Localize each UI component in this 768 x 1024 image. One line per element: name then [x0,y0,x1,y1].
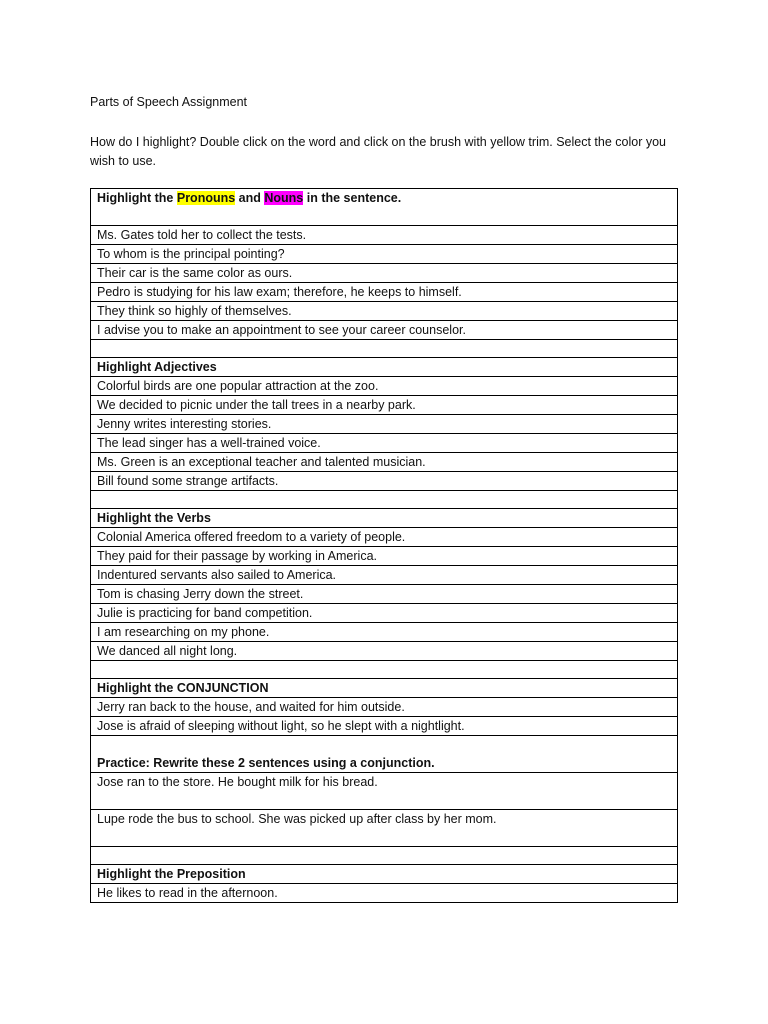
sentence-row[interactable] [91,245,678,264]
sentence-text[interactable]: Julie is practicing for band competition. [91,604,678,623]
header-text: Highlight the Preposition [91,865,678,884]
sentence-row[interactable] [91,585,678,604]
sentence-text[interactable]: Jose is afraid of sleeping without light, so he slept with a nightlight. [91,717,678,736]
sentence-row[interactable] [91,642,678,661]
sentence-text[interactable]: Jerry ran back to the house, and waited for him outside. [91,698,678,717]
sentence-text[interactable]: Jenny writes interesting stories. [91,415,678,434]
sentence-text[interactable]: Colonial America offered freedom to a variety of people. [91,528,678,547]
sentence-text[interactable]: We danced all night long. [91,642,678,661]
sentence-text[interactable]: I am researching on my phone. [91,623,678,642]
sentence-row[interactable] [91,434,678,453]
header-text: Highlight the [97,191,177,205]
sentence-row[interactable] [91,623,678,642]
header-text: and [235,191,265,205]
sentence-text[interactable]: The lead singer has a well-trained voice. [91,434,678,453]
document-title: Parts of Speech Assignment [90,95,248,109]
sentence-text[interactable]: They think so highly of themselves. [91,302,678,321]
sentence-row[interactable] [91,566,678,585]
header-text: in the sentence. [303,191,402,205]
header-text: Highlight the CONJUNCTION [91,679,678,698]
sentence-text[interactable]: Ms. Green is an exceptional teacher and talented musician. [91,453,678,472]
practice-row[interactable] [91,773,678,810]
sentence-text[interactable]: Their car is the same color as ours. [91,264,678,283]
nouns-highlight: Nouns [264,191,304,205]
section-header-conjunction [91,679,678,698]
sentence-row[interactable] [91,472,678,491]
sentence-row[interactable] [91,547,678,566]
blank-row [91,661,678,679]
section-header-adjectives [91,358,678,377]
section-header-verbs [91,509,678,528]
instructions-text: How do I highlight? Double click on the word and click on the brush with yellow trim. Select the color you wish to use. [90,135,666,168]
header-text: Highlight the Verbs [91,509,678,528]
practice-text[interactable]: Lupe rode the bus to school. She was picked up after class by her mom. [91,810,678,847]
sentence-row[interactable] [91,283,678,302]
practice-text[interactable]: Jose ran to the store. He bought milk for his bread. [91,773,678,810]
header-text: Highlight Adjectives [91,358,678,377]
sentence-row[interactable] [91,396,678,415]
section-header-practice [91,736,678,773]
header-text: Practice: Rewrite these 2 sentences using a conjunction. [97,756,435,770]
sentence-text[interactable]: Ms. Gates told her to collect the tests. [91,226,678,245]
section-header-preposition [91,865,678,884]
sentence-text[interactable]: Colorful birds are one popular attraction at the zoo. [91,377,678,396]
sentence-row[interactable] [91,453,678,472]
sentence-row[interactable] [91,884,678,903]
sentence-row[interactable] [91,302,678,321]
sentence-text[interactable]: Bill found some strange artifacts. [91,472,678,491]
sentence-row[interactable] [91,321,678,340]
sentence-row[interactable] [91,415,678,434]
sentence-text[interactable]: We decided to picnic under the tall trees in a nearby park. [91,396,678,415]
blank-row [91,340,678,358]
sentence-row[interactable] [91,264,678,283]
sentence-row[interactable] [91,717,678,736]
blank-row [91,847,678,865]
sentence-row[interactable] [91,528,678,547]
sentence-row[interactable] [91,377,678,396]
pronouns-highlight: Pronouns [176,191,236,205]
section-header-pronouns-nouns [91,189,678,226]
blank-row [91,491,678,509]
sentence-text[interactable]: I advise you to make an appointment to see your career counselor. [91,321,678,340]
sentence-text[interactable]: Indentured servants also sailed to America. [91,566,678,585]
sentence-text[interactable]: Tom is chasing Jerry down the street. [91,585,678,604]
sentence-row[interactable] [91,226,678,245]
practice-row[interactable] [91,810,678,847]
sentence-text[interactable]: He likes to read in the afternoon. [91,884,678,903]
worksheet-table [90,188,678,903]
sentence-text[interactable]: To whom is the principal pointing? [91,245,678,264]
sentence-text[interactable]: Pedro is studying for his law exam; therefore, he keeps to himself. [91,283,678,302]
sentence-text[interactable]: They paid for their passage by working in America. [91,547,678,566]
sentence-row[interactable] [91,604,678,623]
sentence-row[interactable] [91,698,678,717]
